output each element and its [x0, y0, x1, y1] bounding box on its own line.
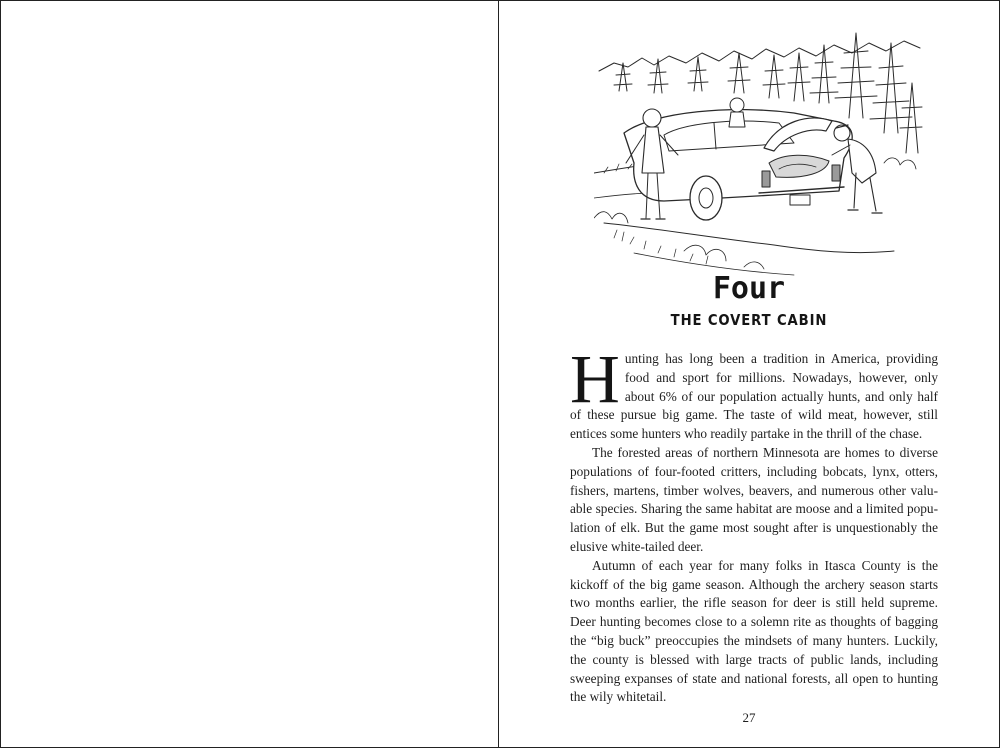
- page-number: 27: [742, 710, 756, 725]
- chapter-illustration: [594, 23, 924, 281]
- paragraph-1-text: unting has long been a tradition in America, providing food and sport for millions. Nowadays, however, only about 6% of our population actually hunts, and only half of these pursue big game. The taste of wild meat, however, still entices some hunters who readily partake in the thrill of the chase.: [570, 351, 938, 442]
- paragraph-2: The forested areas of northern Minnesota are homes to diverse populations of four-footed critters, including bobcats, lynx, otters, fishers, martens, timber wolves, beavers, and numerous other valuable species. Sharing the same habitat are moose and a limited population of elk. But the game most sought after is unquestionably the elusive white-tailed deer.: [570, 444, 938, 554]
- paragraph-1: [570, 341, 938, 444]
- right-page: [499, 0, 1000, 748]
- left-page-blank: [0, 0, 499, 748]
- paragraph-3: Autumn of each year for many folks in Itasca County is the kickoff of the big game season. Although the archery season starts two months earlier, the rifle season for deer is still held supreme. Deer hunting becomes close to a solemn rite as thoughts of bagging the “big buck” preoccupies the mindsets of many hunters. Luckily, the county is blessed with large tracts of public lands, including sweeping expanses of state and national forests, all open to hunting the wily whitetail.: [570, 557, 938, 705]
- chapter-number: Four: [712, 271, 786, 306]
- chapter-title: THE COVERT CABIN: [670, 311, 828, 329]
- chapter-body: [570, 341, 938, 707]
- drop-cap: H: [570, 341, 620, 417]
